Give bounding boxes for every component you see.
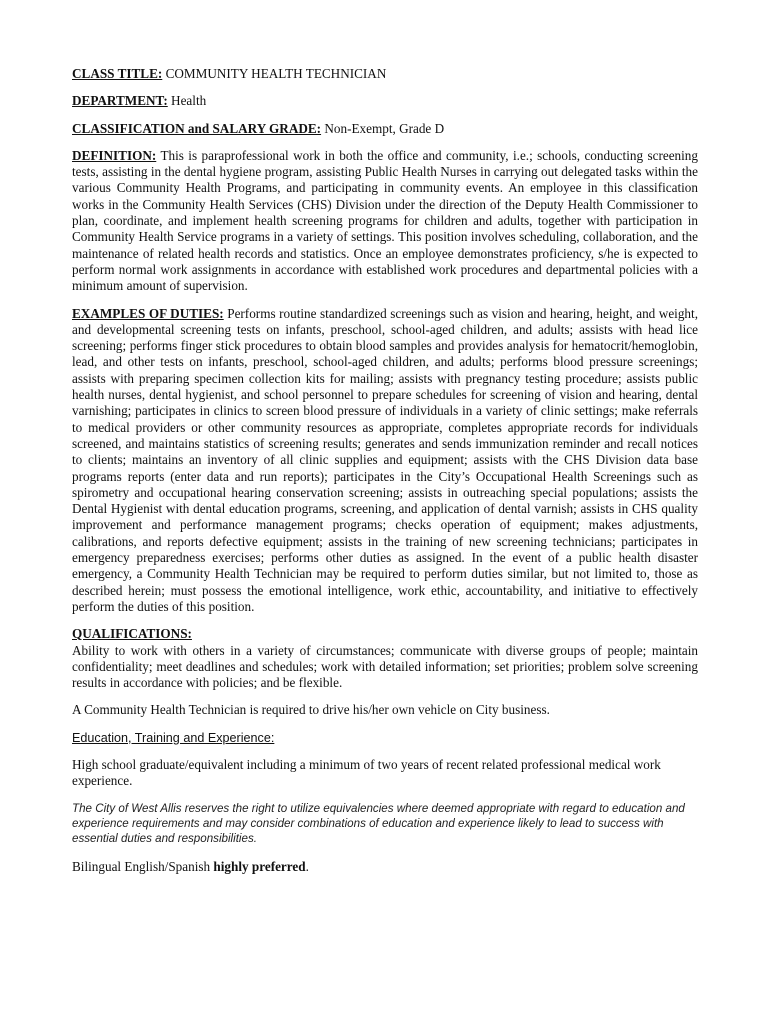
job-description-page [72, 66, 698, 886]
education-text: High school graduate/equivalent including a minimum of two years of recent related professional medical work experience. [72, 756, 661, 789]
classification-value: Non-Exempt, Grade D [321, 120, 445, 136]
classification-line [72, 121, 698, 137]
classification-label: CLASSIFICATION and SALARY GRADE: [72, 120, 322, 136]
class-title-value: COMMUNITY HEALTH TECHNICIAN [162, 66, 387, 81]
vehicle-requirement: A Community Health Technician is required to drive his/her own vehicle on City business. [72, 702, 550, 718]
qualifications-text: Ability to work with others in a variety of circumstances; communicate with diverse groups of people; maintain confidentiality; meet deadlines and schedules; work with detailed information; set priorities; problem solve screening results in accordance with policies; and be flexible. [72, 642, 698, 691]
bilingual-prefix: Bilingual English/Spanish [72, 858, 214, 874]
definition-paragraph [72, 148, 698, 295]
definition-label: DEFINITION: [72, 147, 157, 163]
qualifications-heading: QUALIFICATIONS: [72, 626, 192, 642]
equivalency-note: The City of West Allis reserves the right to utilize equivalencies where deemed appropriate with regard to education and experience requirements and may consider combinations of education and experience likely to lead to success with essential duties and responsibilities. [72, 801, 685, 845]
class-title-label: CLASS TITLE: [72, 66, 163, 81]
duties-label: EXAMPLES OF DUTIES: [72, 305, 224, 321]
definition-text: This is paraprofessional work in both the office and community, i.e.; schools, conducting screening tests, assisting in the dental hygiene program, assisting Public Health Nurses in carrying out delegated tasks within the various Community Health Programs, and participating in community events. An employee in this classification works in the Community Health Services (CHS) Division under the direction of the Deputy Health Commissioner to plan, coordinate, and implement health screening programs for children and adults, together with participation in Community Health Service programs in a variety of settings. This position involves scheduling, collaboration, and the maintenance of related health records and statistics. Once an employee demonstrates proficiency, s/he is expected to perform normal work assignments in accordance with established work procedures and departmental policies with a minimum amount of supervision. [72, 147, 698, 294]
bilingual-suffix: . [305, 858, 309, 874]
class-title-line [72, 66, 698, 82]
bilingual-line [72, 859, 698, 875]
department-label: DEPARTMENT: [72, 93, 168, 109]
education-heading: Education, Training and Experience: [72, 730, 275, 745]
duties-paragraph [72, 306, 698, 616]
duties-text: Performs routine standardized screenings such as vision and hearing, height, and weight, and developmental screening tests on infants, preschool, school-aged children, and adults; assists with head lice screening; performs finger stick procedures to obtain blood samples and provides analysis for hematocrit/hemoglobin, lead, and other tests on infants, preschool, school-aged children, and adults; performs blood pressure screenings; assists with preparing specimen collection kits for mailing; assists with pregnancy testing procedure; assists public health nurses, dental hygienist, and school personnel to prepare schedules for screening of vision and hearing, dental varnishing; participates in clinics to screen blood pressure of individuals in a variety of clinic settings; make referrals to medical providers or other community resources as appropriate, completes appropriate records for individuals screened, and maintains statistics of screening results; generates and sends immunization reminder and recall notices to clients; maintains an inventory of all clinic supplies and equipment; assists with the CHS Division data base programs reports (enter data and run reports); participates in the City’s Occupational Health Screenings such as spirometry and occupational hearing conservation screening; assists in outreaching special populations; assists the Dental Hygienist with dental education programs, screening, and application of dental varnish; assists in CHS quality improvement and performance management programs; checks operation of equipment; makes adjustments, calibrations, and reports defective equipment; assists in the training of new screening technicians; participates in emergency preparedness exercises; performs other duties as assigned. In the event of a public health disaster emergency, a Community Health Technician may be required to perform duties similar, but not limited to, those as described herein; must possess the emotional intelligence, work ethic, accountability, and initiative to effectively perform the duties of this position. [72, 305, 698, 614]
bilingual-emphasis: highly preferred [213, 858, 306, 874]
department-line [72, 93, 698, 109]
department-value: Health [167, 93, 207, 109]
